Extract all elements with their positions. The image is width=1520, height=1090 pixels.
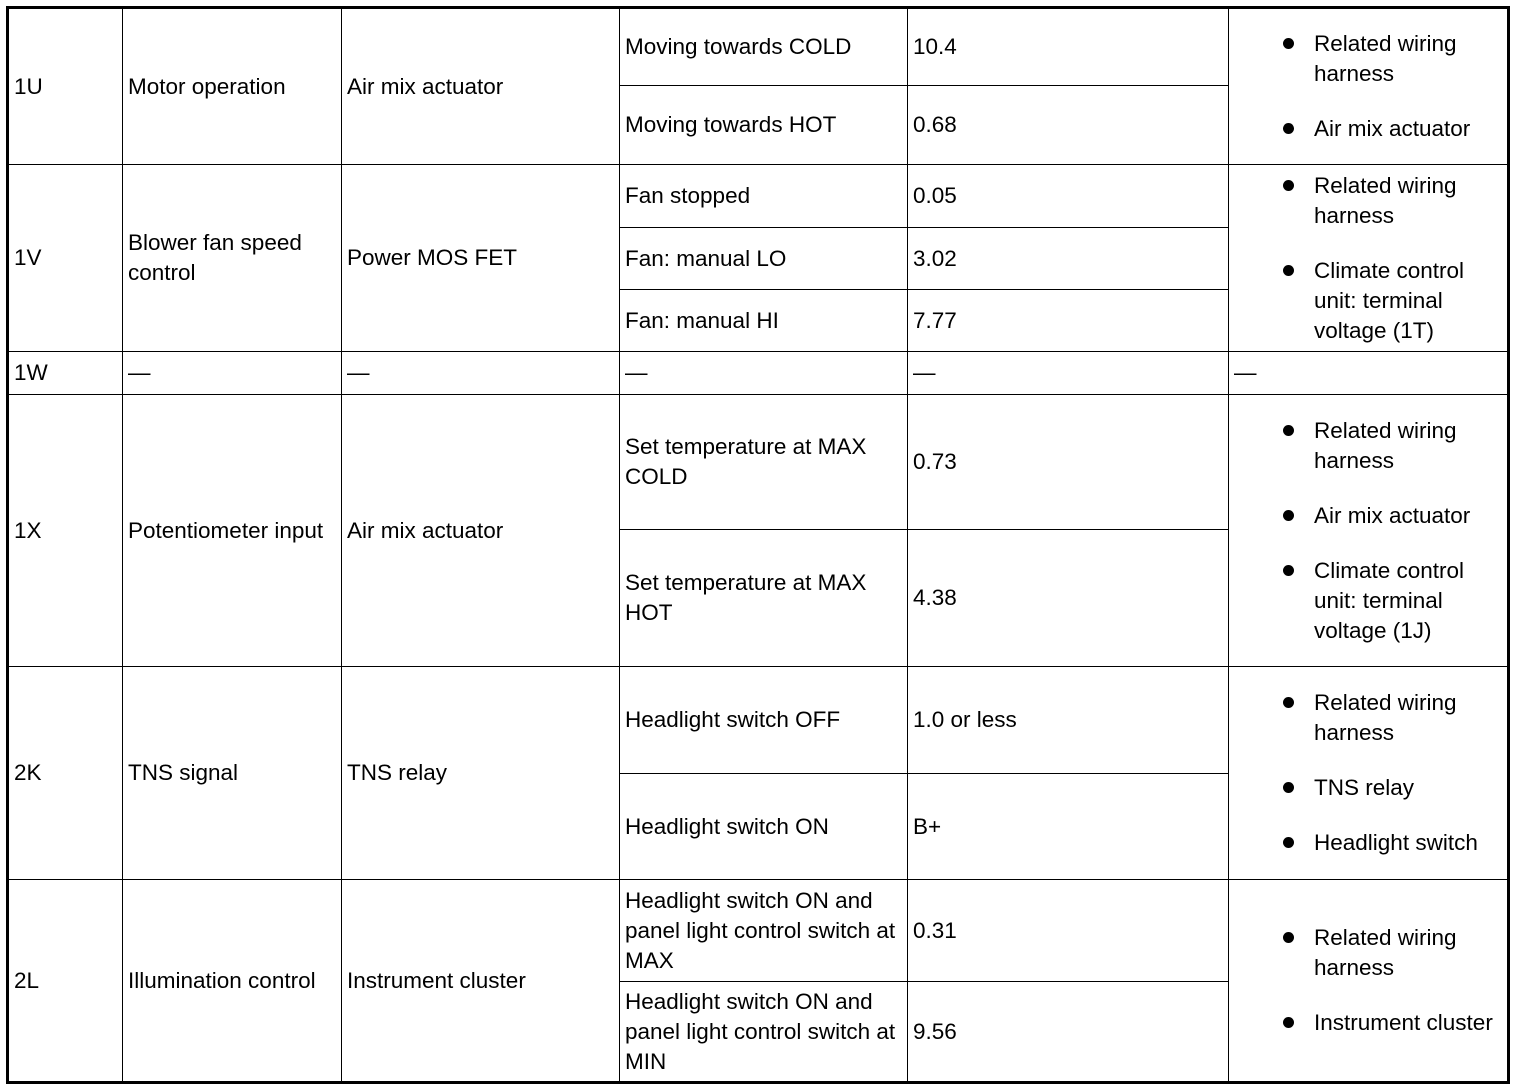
table-row [8, 165, 1509, 228]
connected-to-cell: Air mix actuator [342, 395, 620, 667]
condition-cell: Headlight switch ON and panel light control switch at MAX [620, 880, 908, 982]
bullet-icon [1283, 123, 1294, 134]
check-item-cell [1229, 165, 1509, 352]
voltage-cell: 7.77 [908, 290, 1229, 352]
check-item-cell [1229, 395, 1509, 667]
terminal-cell: 1U [8, 8, 123, 165]
bullet-icon [1283, 38, 1294, 49]
check-item: Related wiring harness [1234, 923, 1502, 983]
table-row [8, 395, 1509, 530]
terminal-voltage-table [6, 6, 1510, 1084]
condition-cell: Fan stopped [620, 165, 908, 228]
table-row [8, 880, 1509, 982]
table-row [8, 8, 1509, 86]
voltage-cell: 9.56 [908, 982, 1229, 1083]
terminal-cell: 2K [8, 667, 123, 880]
terminal-cell: 1W [8, 352, 123, 395]
condition-cell: Headlight switch OFF [620, 667, 908, 774]
terminal-cell: 1V [8, 165, 123, 352]
check-item: Air mix actuator [1234, 501, 1502, 531]
voltage-cell: 0.68 [908, 86, 1229, 165]
bullet-icon [1283, 697, 1294, 708]
condition-cell: Headlight switch ON [620, 774, 908, 880]
condition-cell: Moving towards HOT [620, 86, 908, 165]
table-row [8, 352, 1509, 395]
connected-to-cell: Air mix actuator [342, 8, 620, 165]
signal-cell: Blower fan speed control [123, 165, 342, 352]
check-item-cell: — [1229, 352, 1509, 395]
signal-cell: Motor operation [123, 8, 342, 165]
check-item: Instrument cluster [1234, 1008, 1502, 1038]
check-item: Related wiring harness [1234, 29, 1502, 89]
voltage-cell: 4.38 [908, 530, 1229, 667]
check-item: TNS relay [1234, 773, 1502, 803]
bullet-icon [1283, 565, 1294, 576]
connected-to-cell: Power MOS FET [342, 165, 620, 352]
signal-cell: Potentiometer input [123, 395, 342, 667]
voltage-cell: 10.4 [908, 8, 1229, 86]
condition-cell: Set temperature at MAX COLD [620, 395, 908, 530]
condition-cell: Moving towards COLD [620, 8, 908, 86]
check-item-list [1234, 29, 1502, 144]
condition-cell: Set temperature at MAX HOT [620, 530, 908, 667]
voltage-cell: 0.73 [908, 395, 1229, 530]
terminal-cell: 1X [8, 395, 123, 667]
condition-cell: Headlight switch ON and panel light control switch at MIN [620, 982, 908, 1083]
signal-cell: Illumination control [123, 880, 342, 1083]
signal-cell: — [123, 352, 342, 395]
check-item-cell [1229, 8, 1509, 165]
check-item: Related wiring harness [1234, 688, 1502, 748]
voltage-cell: 0.31 [908, 880, 1229, 982]
condition-cell: — [620, 352, 908, 395]
voltage-cell: B+ [908, 774, 1229, 880]
signal-cell: TNS signal [123, 667, 342, 880]
voltage-cell: 0.05 [908, 165, 1229, 228]
check-item: Headlight switch [1234, 828, 1502, 858]
check-item-list [1234, 923, 1502, 1038]
terminal-cell: 2L [8, 880, 123, 1083]
check-item-cell [1229, 880, 1509, 1083]
bullet-icon [1283, 1017, 1294, 1028]
check-item-list [1234, 171, 1502, 346]
bullet-icon [1283, 782, 1294, 793]
check-item: Related wiring harness [1234, 416, 1502, 476]
bullet-icon [1283, 425, 1294, 436]
connected-to-cell: TNS relay [342, 667, 620, 880]
check-item: Climate control unit: terminal voltage (1T) [1234, 256, 1502, 346]
check-item-list [1234, 416, 1502, 646]
voltage-cell: — [908, 352, 1229, 395]
voltage-cell: 3.02 [908, 228, 1229, 290]
condition-cell: Fan: manual LO [620, 228, 908, 290]
check-item-cell [1229, 667, 1509, 880]
bullet-icon [1283, 932, 1294, 943]
bullet-icon [1283, 265, 1294, 276]
check-item: Climate control unit: terminal voltage (1J) [1234, 556, 1502, 646]
connected-to-cell: Instrument cluster [342, 880, 620, 1083]
bullet-icon [1283, 510, 1294, 521]
bullet-icon [1283, 837, 1294, 848]
check-item-list [1234, 688, 1502, 858]
table-row [8, 667, 1509, 774]
voltage-cell: 1.0 or less [908, 667, 1229, 774]
bullet-icon [1283, 180, 1294, 191]
check-item: Air mix actuator [1234, 114, 1502, 144]
check-item: Related wiring harness [1234, 171, 1502, 231]
connected-to-cell: — [342, 352, 620, 395]
condition-cell: Fan: manual HI [620, 290, 908, 352]
